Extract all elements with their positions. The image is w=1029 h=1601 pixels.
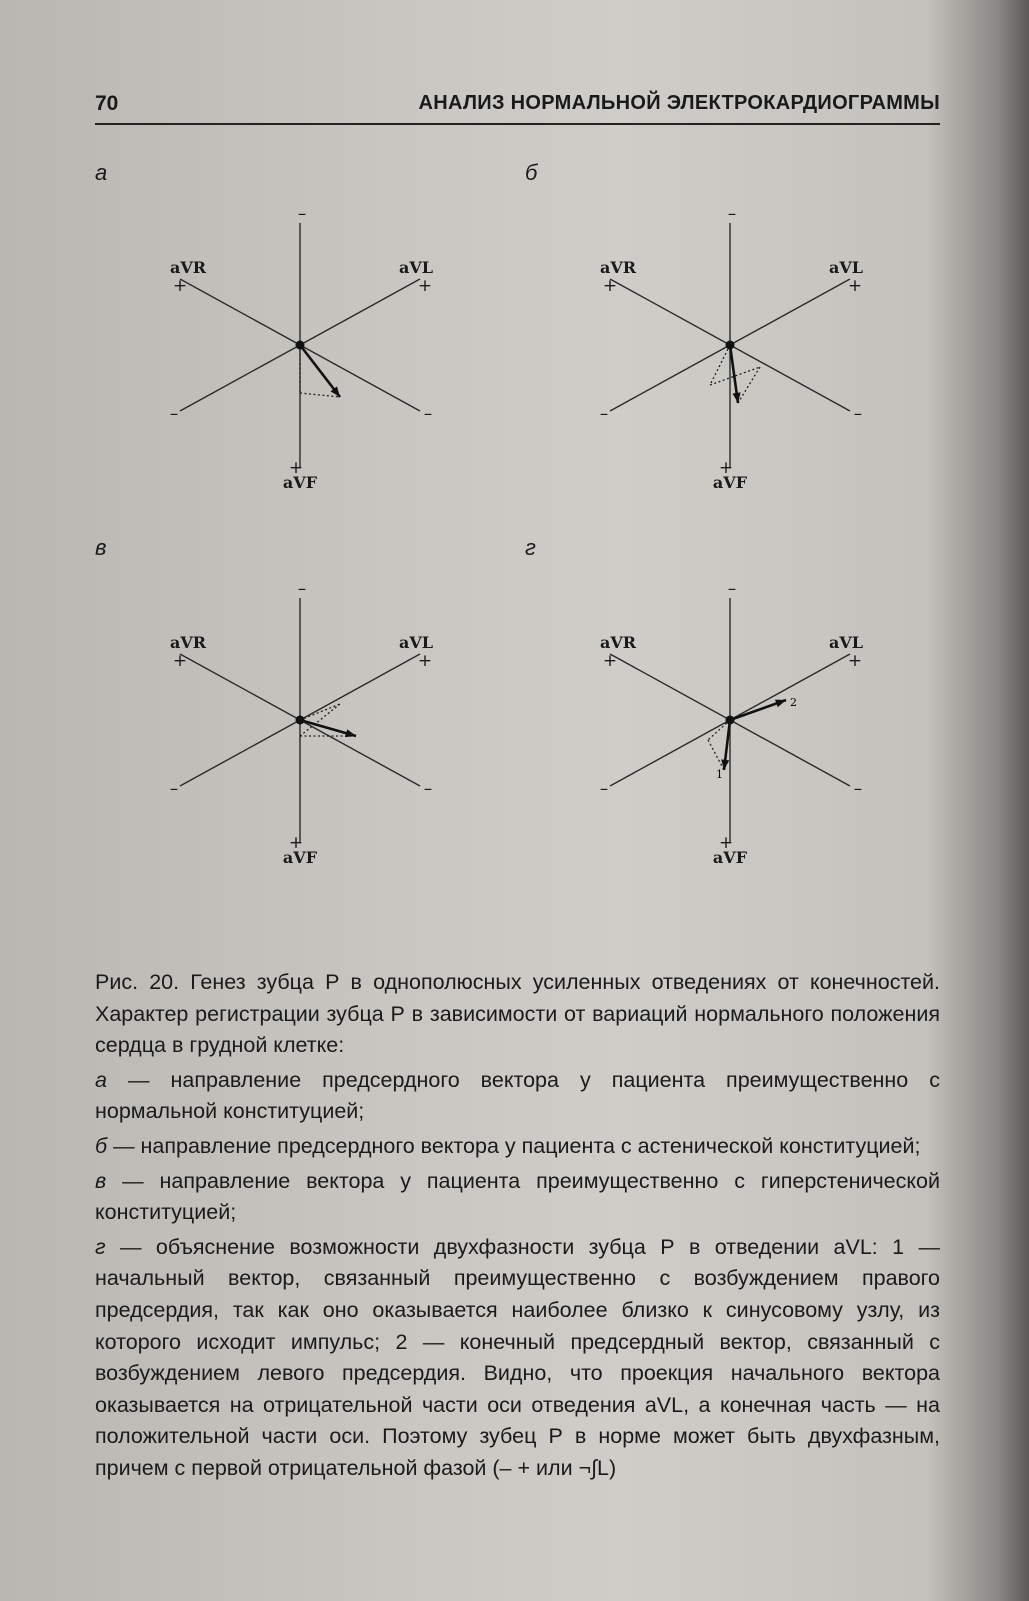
avl-minus-sign: – — [169, 779, 179, 799]
avf-minus-sign: – — [727, 204, 737, 224]
avr-minus-sign: – — [853, 404, 863, 424]
caption-item-letter: в — [95, 1168, 107, 1193]
caption-item-letter: г — [95, 1234, 106, 1259]
caption-item-a — [95, 1065, 940, 1128]
vector-label-2: 2 — [790, 696, 797, 709]
caption-item-b — [95, 1131, 940, 1163]
projection-line — [738, 367, 760, 403]
vector-label-1: 1 — [716, 768, 723, 781]
panel-letter: б — [525, 160, 538, 185]
avf-label: aVF — [712, 473, 748, 492]
avl-label: aVL — [398, 258, 434, 277]
avl-minus-sign: – — [599, 404, 609, 424]
avr-minus-sign: – — [423, 404, 433, 424]
avf-label: aVF — [282, 473, 318, 492]
avr-plus-sign: + — [172, 651, 188, 671]
avl-label: aVL — [828, 633, 864, 652]
figure-panel-g — [525, 535, 905, 875]
avf-minus-sign: – — [297, 579, 307, 599]
caption-item-g — [95, 1232, 940, 1485]
avl-plus-sign: + — [847, 651, 863, 671]
figure-panel-a — [95, 160, 475, 500]
p-vector-arrow-head — [345, 729, 356, 737]
projection-line — [300, 704, 340, 720]
hexaxial-diagram — [525, 535, 905, 875]
figure-panel-v — [95, 535, 475, 875]
avf-plus-sign: + — [718, 458, 734, 478]
caption-item-v — [95, 1166, 940, 1229]
running-title: АНАЛИЗ НОРМАЛЬНОЙ ЭЛЕКТРОКАРДИОГРАММЫ — [418, 92, 940, 114]
avl-plus-sign: + — [417, 651, 433, 671]
panel-letter: а — [95, 160, 108, 185]
avr-plus-sign: + — [602, 276, 618, 296]
avl-label: aVL — [398, 633, 434, 652]
header-rule — [95, 123, 940, 125]
projection-line — [708, 740, 724, 770]
avf-plus-sign: + — [288, 833, 304, 853]
avl-minus-sign: – — [599, 779, 609, 799]
avr-label: aVR — [599, 258, 637, 277]
avf-plus-sign: + — [718, 833, 734, 853]
avr-label: aVR — [169, 258, 207, 277]
caption-title: Рис. 20. Генез зубца Р в однополюсных усиленных отведениях от конечностей. Характер регистрации зубца Р в зависимости от вариаций нормального положения сердца в грудной клетке: — [95, 970, 940, 1058]
avl-plus-sign: + — [847, 276, 863, 296]
avr-plus-sign: + — [602, 651, 618, 671]
caption-item-text: — направление предсердного вектора у пациента с астенической конституцией; — [107, 1133, 921, 1158]
avl-minus-sign: – — [169, 404, 179, 424]
avr-label: aVR — [169, 633, 207, 652]
figure-caption — [95, 967, 940, 1485]
avr-minus-sign: – — [423, 779, 433, 799]
avf-plus-sign: + — [288, 458, 304, 478]
caption-item-text: — направление вектора у пациента преимущественно с гиперстенической конституцией; — [95, 1168, 940, 1225]
hexaxial-diagram — [95, 535, 475, 875]
final-vector-arrow-head — [775, 700, 786, 708]
avf-label: aVF — [282, 848, 318, 867]
caption-item-letter: б — [95, 1133, 108, 1158]
avr-minus-sign: – — [853, 779, 863, 799]
avl-label: aVL — [828, 258, 864, 277]
avl-plus-sign: + — [417, 276, 433, 296]
avf-minus-sign: – — [297, 204, 307, 224]
panel-letter: г — [525, 535, 536, 560]
avr-plus-sign: + — [172, 276, 188, 296]
page-number: 70 — [95, 92, 119, 115]
caption-item-text: — направление предсердного вектора у пациента преимущественно с нормальной конституцией; — [95, 1067, 940, 1124]
avf-label: aVF — [712, 848, 748, 867]
avr-label: aVR — [599, 633, 637, 652]
caption-item-text: — объяснение возможности двухфазности зубца Р в отведении aVL: 1 — начальный вектор, связанный преимущественно с возбуждением правого предсердия, так как оно оказывается наиболее близко к синусовому узлу, из которого исходит импульс; 2 — конечный предсердный вектор, связанный с возбуждением левого предсердия. Видно, что проекция начального вектора оказывается на отрицательной части оси отведения aVL, а конечная часть — на положительной части оси. Поэтому зубец Р в норме может быть двухфазным, причем с первой отрицательной фазой (– + или ¬∫L) — [95, 1234, 940, 1480]
caption-item-letter: а — [95, 1067, 107, 1092]
panel-letter: в — [95, 535, 107, 560]
projection-line — [300, 393, 340, 397]
hexaxial-diagram — [95, 160, 475, 500]
hexaxial-diagram — [525, 160, 905, 500]
avf-minus-sign: – — [727, 579, 737, 599]
figure-panel-b — [525, 160, 905, 500]
page-header — [95, 92, 940, 132]
